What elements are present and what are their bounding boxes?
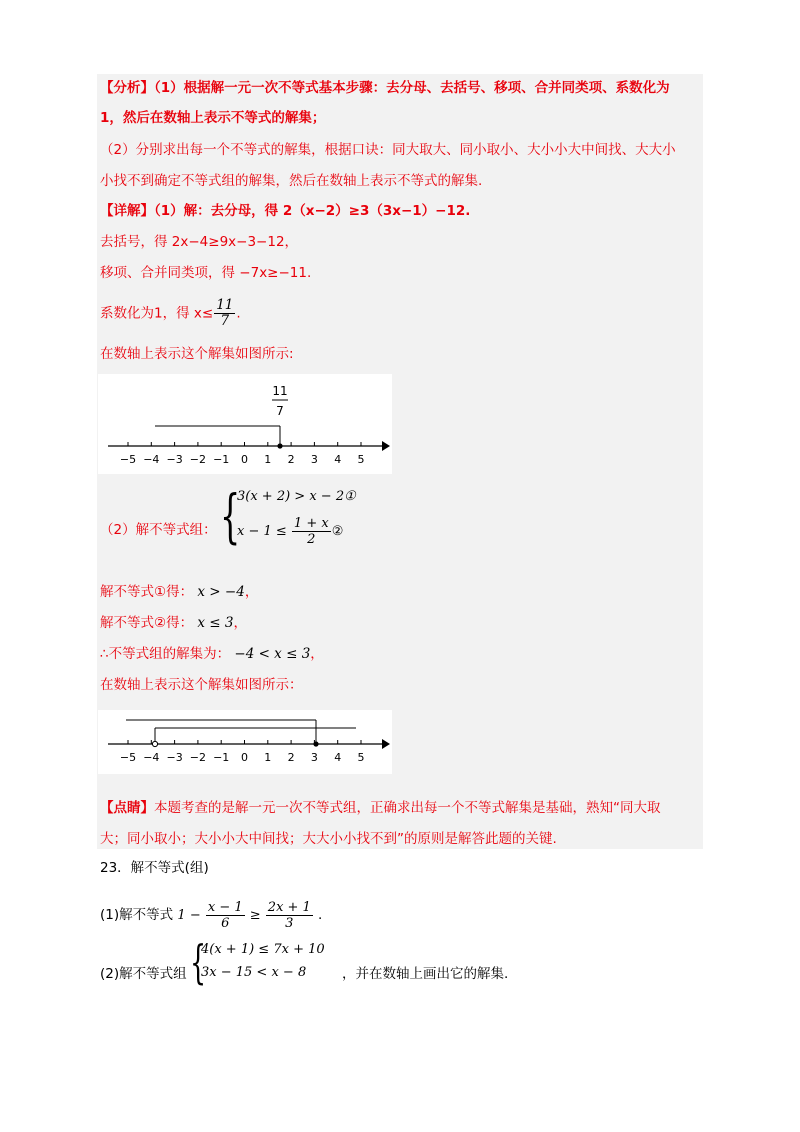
- fig1-label-den: 7: [276, 404, 284, 418]
- system-brace-1: {: [220, 482, 241, 550]
- fig2-tick-label: 4: [334, 751, 342, 764]
- fig1-tick-label: −3: [166, 453, 183, 466]
- fig2-tick-label: −4: [143, 751, 160, 764]
- analysis-line-4: 小找不到确定不等式组的解集，然后在数轴上表示不等式的解集.: [100, 173, 483, 189]
- part2-label: （2）解不等式组：: [100, 522, 217, 538]
- question-sys-eq2: 3x − 15 < x − 8: [201, 965, 307, 980]
- question-number: 23．解不等式(组): [100, 860, 209, 876]
- fig2-tick-label: 1: [264, 751, 272, 764]
- analysis-line-2: 1，然后在数轴上表示不等式的解集；: [100, 110, 326, 126]
- fig1-tick-label: 2: [287, 453, 295, 466]
- fig1-tick-label: 4: [334, 453, 342, 466]
- comment-line-2: 大；同小取小；大小小大中间找；大大小小找不到”的原则是解答此题的关键.: [100, 831, 557, 847]
- fig2-tick-label: −1: [213, 751, 230, 764]
- question-part2-prefix: (2)解不等式组: [100, 966, 187, 982]
- detail-line-3: 移项、合并同类项，得 −7x≥−11.: [100, 265, 312, 281]
- fig2-solid-endpoint: [313, 741, 318, 746]
- show-on-axis-2: 在数轴上表示这个解集如图所示：: [100, 677, 303, 693]
- fig2-tick-label: −3: [166, 751, 183, 764]
- number-line-1: [98, 374, 392, 474]
- comment-line-1: 【点睛】本题考查的是解一元一次不等式组，正确求出每一个不等式解集是基础，熟知“同大取: [100, 800, 661, 816]
- number-line-figure-2: [98, 710, 392, 774]
- solve1-line: 解不等式①得： x > −4，: [100, 584, 259, 600]
- fig2-open-endpoint: [152, 741, 157, 746]
- question-part1: (1)解不等式 1 − $\frac{x - 1}{6}$ ≥ $\frac{2x + 1}{3}$ .: [100, 900, 323, 931]
- fig1-tick-label: −4: [143, 453, 160, 466]
- number-line-2: [98, 710, 392, 774]
- fig1-label-num: 11: [272, 384, 288, 398]
- fig1-tick-label: 5: [357, 453, 365, 466]
- fig2-tick-label: 5: [357, 751, 365, 764]
- solve3-line: ∴不等式组的解集为： −4 < x ≤ 3，: [100, 646, 324, 662]
- fig2-tick-label: 3: [310, 751, 318, 764]
- fig1-tick-label: −1: [213, 453, 230, 466]
- solve2-line: 解不等式②得： x ≤ 3，: [100, 615, 248, 631]
- fig2-tick-label: 2: [287, 751, 295, 764]
- analysis-line-1: 【分析】（1）根据解一元一次不等式基本步骤：去分母、去括号、移项、合并同类项、系数化为: [100, 80, 670, 96]
- show-on-axis-1: 在数轴上表示这个解集如图所示:: [100, 346, 294, 362]
- sys-eq1: 3(x + 2) > x − 2①: [237, 489, 356, 504]
- system-brace-2: {: [190, 935, 207, 989]
- fig2-tick-label: −2: [189, 751, 207, 764]
- fig2-axis-arrow: [382, 739, 390, 749]
- analysis-line-3: （2）分别求出每一个不等式的解集，根据口诀：同大取大、同小取小、大小小大中间找、大大小: [100, 142, 676, 158]
- fig2-tick-label: 0: [241, 751, 248, 764]
- fig1-tick-label: −5: [119, 453, 137, 466]
- question-sys-eq1: 4(x + 1) ≤ 7x + 10: [201, 942, 325, 957]
- fig1-axis-arrow: [382, 441, 390, 451]
- fig1-tick-label: −2: [189, 453, 207, 466]
- sys-eq2: x − 1 ≤ $\frac{1 + x}{2}$ ②: [237, 516, 344, 547]
- detail-line-2: 去括号，得 2x−4≥9x−3−12，: [100, 234, 299, 250]
- fig2-tick-label: −5: [119, 751, 137, 764]
- number-line-figure-1: [98, 374, 392, 474]
- fig1-tick-label: 3: [310, 453, 318, 466]
- detail-line-4: 系数化为1，得 x≤ $\frac{11}{7}$ .: [100, 297, 241, 329]
- fig1-solid-endpoint: [277, 443, 282, 448]
- fig1-tick-label: 0: [241, 453, 248, 466]
- fig1-tick-label: 1: [264, 453, 272, 466]
- detail-line-1: 【详解】（1）解：去分母，得 2（x−2）≥3（3x−1）−12.: [100, 203, 471, 219]
- question-part2-suffix: ，并在数轴上画出它的解集.: [342, 966, 509, 982]
